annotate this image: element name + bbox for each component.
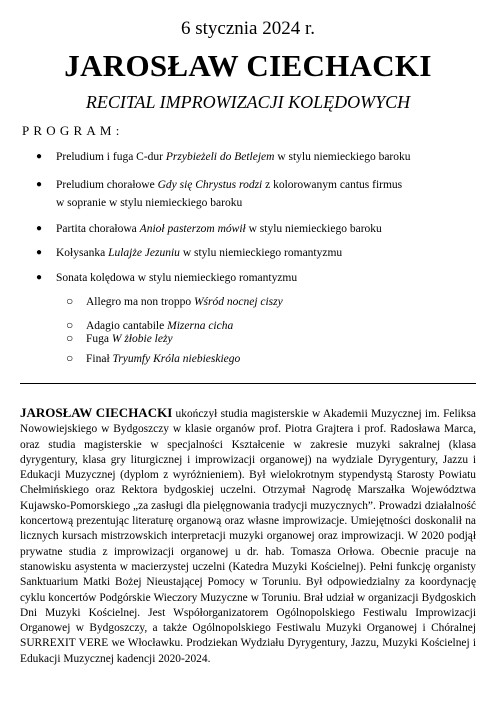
bio-name: JAROSŁAW CIECHACKI (20, 405, 173, 420)
movement-item: ○ Adagio cantabile Mizerna cicha (66, 318, 234, 332)
bullet-icon: ● (36, 247, 43, 258)
performer-name: JAROSŁAW CIECHACKI (64, 48, 432, 83)
movement-item: ○ Finał Tryumfy Króla niebieskiego (66, 351, 241, 365)
recital-title: RECITAL IMPROWIZACJI KOLĘDOWYCH (85, 92, 411, 112)
circle-bullet-icon: ○ (66, 294, 74, 308)
bullet-icon: ● (36, 223, 43, 234)
bio-text: ukończył studia magisterskie w Akademii Muzycznej im. Feliksa Nowowiejskiego w Bydgoszczy w klasie organów prof. Piotra Grajtera i prof. Radosława Marca, oraz studia magisterskie w specjalności Kształcenie w zakresie muzyki sakralnej (klasa dyrygentury, klasa gry liturgicznej i improwizacji organowej) na wydziale Dyrygentury, Jazzu i Edukacji Muzycznej (dyplom z wyróżnieniem). Był wielokrotnym stypendystą Starosty Powiatu Chełmińskiego oraz Rektora bydgoskiej uczelni. Otrzymał Nagrodę Marszałka Województwa Kujawsko-Pomorskiego „za zasługi dla pielęgnowania tradycji muzycznych”. Prowadzi działalność koncertową prezentując literaturę organową oraz własne improwizacje. Umiejętności doskonalił na licznych kursach mistrzowskich interpretacji muzyki organowej oraz improwizacji. W 2020 podjął prywatne studia z improwizacji organowej u dr. hab. Tomasza Orłowa. Obecnie pracuje na stanowisku asystenta w macierzystej uczelni (Katedra Muzyki Kościelnej). Pełni funkcję organisty Sanktuarium Matki Bożej Nieustającej Pomocy w Toruniu. Był odpowiedzialny za koordynację cyklu koncertów Podgórskie Wieczory Muzyczne w Toruniu. Brał udział w organizacji Bydgoskich Dni Muzyki Kościelnej. Jest Współorganizatorem Ogólnopolskiego Festiwalu Improwizacji Organowej w Bydgoszczy, a także Ogólnopolskiego Festiwalu Muzyki Organowej i Chóralnej SURREXIT VERE we Włocławku. Prodziekan Wydziału Dyrygentury, Jazzu, Muzyki Kościelnej i Edukacji Muzycznej kadencji 2020-2024. (20, 408, 476, 665)
bullet-icon: ● (36, 272, 43, 283)
circle-bullet-icon: ○ (66, 318, 74, 332)
program-item: ● Sonata kolędowa w stylu niemieckiego romantyzmu (36, 272, 298, 284)
program-item: ● Partita chorałowa Anioł pasterzom mówił w stylu niemieckiego baroku (36, 223, 382, 235)
concert-date: 6 stycznia 2024 r. (180, 18, 316, 39)
circle-bullet-icon: ○ (66, 331, 74, 345)
bullet-icon: ● (36, 179, 43, 190)
program-item-continuation: w sopranie w stylu niemieckiego baroku (56, 197, 243, 209)
program-item: ● Kołysanka Lulajże Jezuniu w stylu niemieckiego romantyzmu (36, 247, 343, 259)
program-item: ● Preludium i fuga C-dur Przybieżeli do Betlejem w stylu niemieckiego baroku (36, 151, 411, 163)
biography (20, 405, 476, 667)
movement-item: ○ Allegro ma non troppo Wśród nocnej ciszy (66, 294, 283, 308)
divider (20, 383, 476, 384)
movement-item: ○ Fuga W żłobie leży (66, 331, 173, 345)
program-heading: PROGRAM: (22, 123, 124, 138)
circle-bullet-icon: ○ (66, 351, 74, 365)
program-item: ● Preludium chorałowe Gdy się Chrystus rodzi z kolorowanym cantus firmus (36, 179, 403, 191)
bullet-icon: ● (36, 151, 43, 162)
